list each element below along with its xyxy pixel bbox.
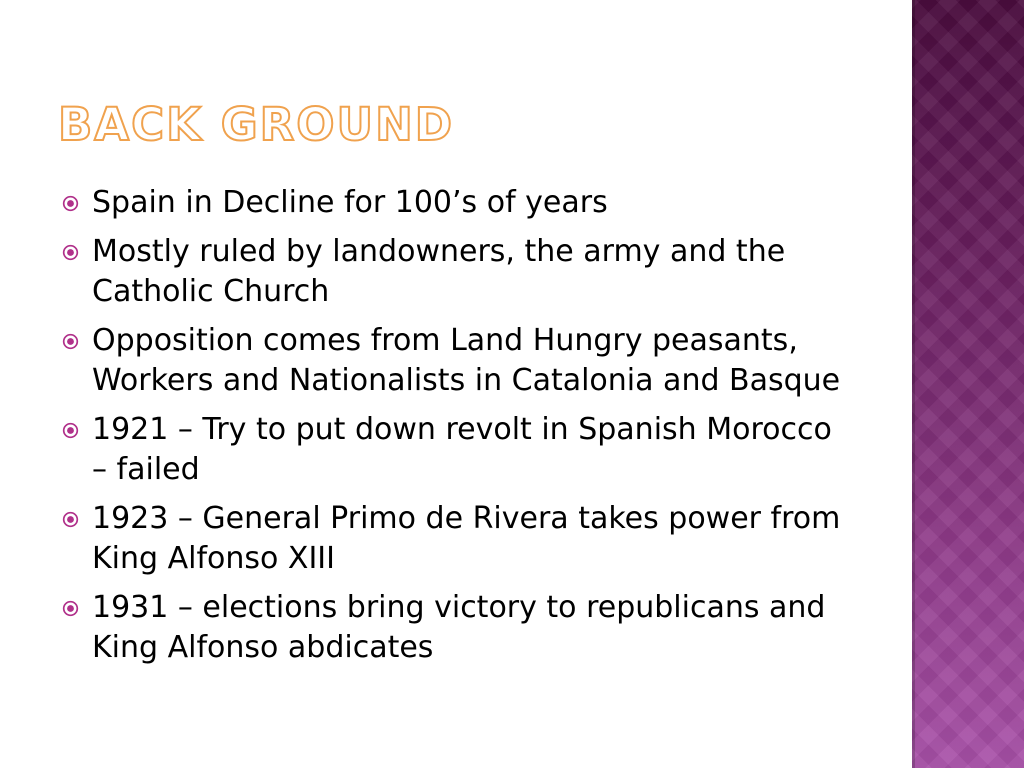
- side-band-edge: [912, 0, 915, 768]
- bullet-text: 1923 – General Primo de Rivera takes power from King Alfonso XIII: [92, 501, 841, 576]
- circled-dot-bullet-icon: [62, 600, 79, 617]
- circled-dot-bullet-icon: [62, 333, 79, 350]
- bullet-text: 1921 – Try to put down revolt in Spanish Morocco – failed: [92, 412, 832, 487]
- circled-dot-bullet-icon: [62, 244, 79, 261]
- bullet-text: Spain in Decline for 100’s of years: [92, 185, 608, 220]
- slide-title: BACK GROUND: [58, 98, 455, 151]
- bullet-item: [62, 588, 842, 668]
- bullet-text: Opposition comes from Land Hungry peasants, Workers and Nationalists in Catalonia and Basque: [92, 323, 841, 398]
- bullet-item: [62, 232, 842, 312]
- bullet-text: Mostly ruled by landowners, the army and the Catholic Church: [92, 234, 786, 309]
- decorative-side-band: [912, 0, 1024, 768]
- circled-dot-bullet-icon: [62, 195, 79, 212]
- bullet-item: [62, 499, 842, 579]
- bullet-list: [62, 183, 842, 677]
- bullet-text: 1931 – elections bring victory to republicans and King Alfonso abdicates: [92, 590, 826, 665]
- circled-dot-bullet-icon: [62, 422, 79, 439]
- bullet-item: [62, 321, 842, 401]
- bullet-item: [62, 410, 842, 490]
- circled-dot-bullet-icon: [62, 511, 79, 528]
- bullet-item: [62, 183, 842, 223]
